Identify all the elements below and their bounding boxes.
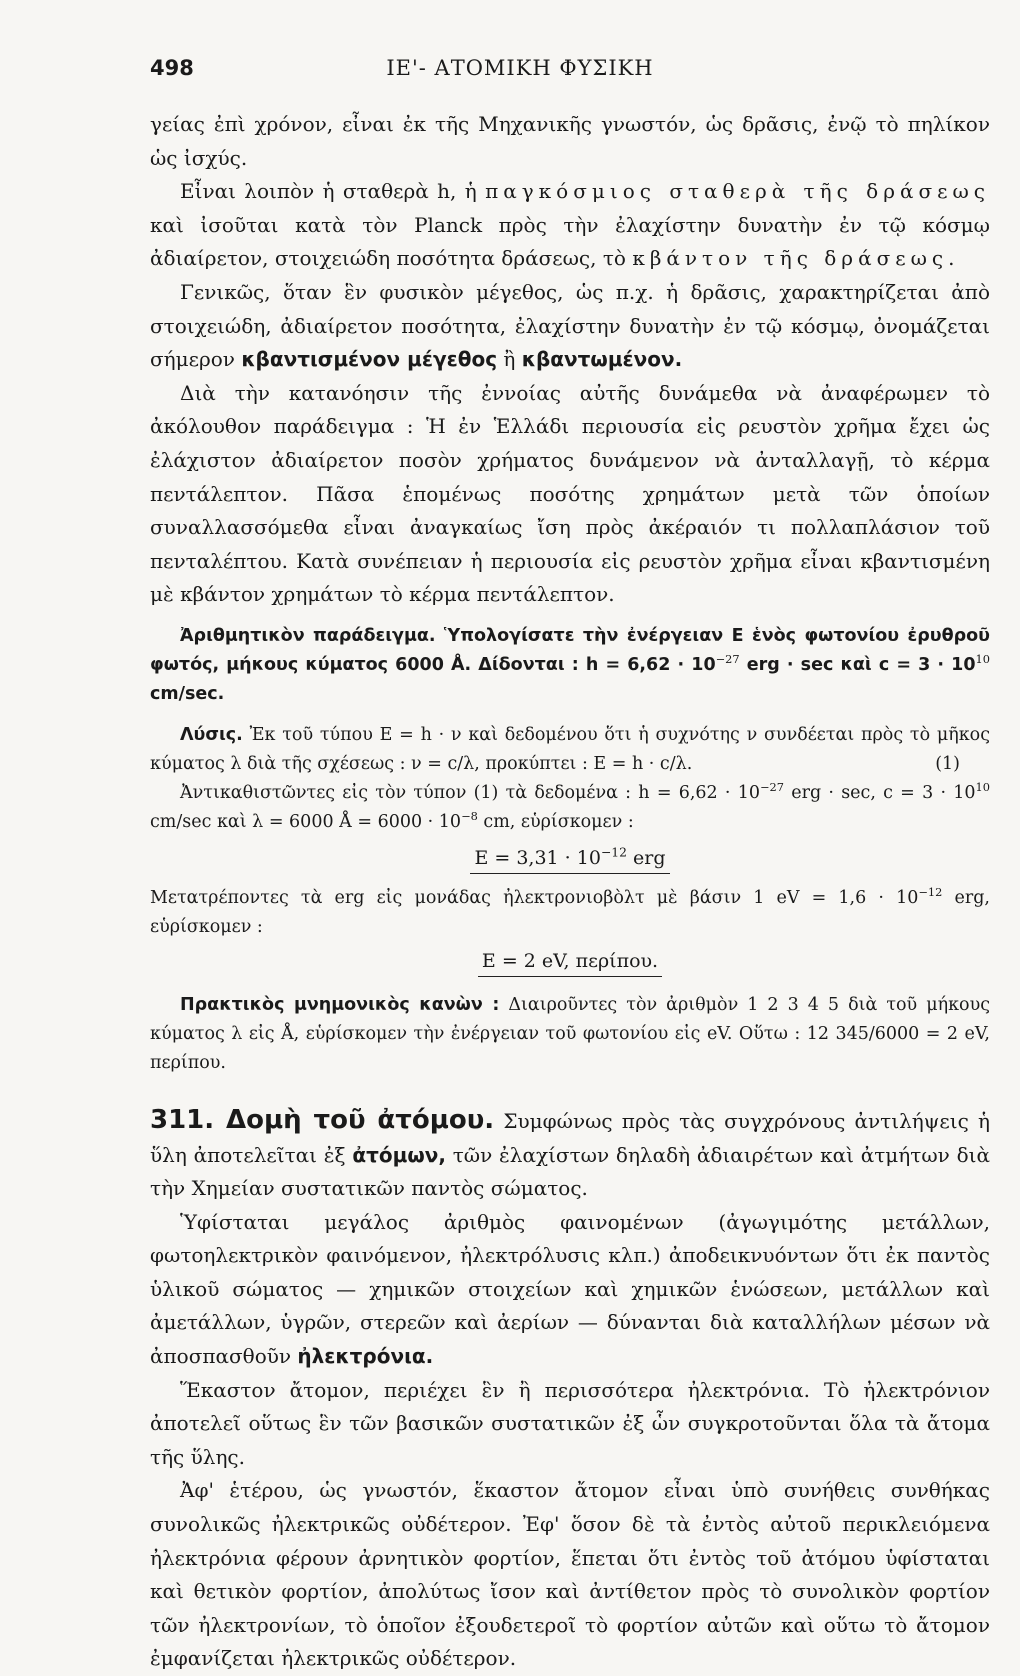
paragraph-6: Ἕκαστον ἄτομον, περιέχει ἓν ἢ περισσότερα ἠλεκτρόνια. Τὸ ἠλεκτρόνιον ἀποτελεῖ οὕτως ἓν τῶν βασικῶν συστατικῶν ἐξ ὧν συγκροτοῦνται ὅλα τὰ ἄτομα τῆς ὕλης. (150, 1377, 990, 1469)
paragraph-2-text-c: καὶ ἰσοῦται κατὰ τὸν Planck πρὸς τὴν ἐλαχίστην δυνατὴν ἐν τῷ κόσμῳ ἀδιαίρετον, στοιχειώδη ποσότητα δράσεως, τὸ (150, 212, 990, 271)
section-number: 311. (150, 1104, 215, 1135)
numerical-example (150, 622, 990, 709)
mnemonic-heading: Πρακτικὸς μνημονικὸς κανὼν : (180, 994, 500, 1015)
paragraph-3 (150, 276, 990, 377)
paragraph-2-text-a: Εἶναι λοιπὸν ἡ σταθερὰ h, ἡ (180, 179, 486, 204)
solution (150, 721, 990, 779)
example-heading: Ἀριθμητικὸν παράδειγμα. (180, 625, 436, 646)
example-text-2: erg · sec καὶ c = 3 · 10 (739, 654, 976, 675)
paragraph-3-text-c: ἢ (497, 347, 522, 372)
substitution (150, 779, 990, 837)
paragraph-3-text-a: Γενικῶς, ὅταν ἓν φυσικὸν μέγεθος, ὡς π.χ. ἡ δρᾶσις, χαρακτηρίζεται ἀπὸ στοιχειώδη, ἀδιαίρετον ποσότητα, ἐλαχίστην δυνατὴν ἐν τῷ κόσμῳ, ὀνομάζεται σήμερον (150, 279, 990, 372)
section-311 (150, 1104, 990, 1206)
equation-1-exponent: −12 (600, 845, 627, 860)
quantum-of-action-term: κβάντον τῆς δράσεως (632, 246, 949, 271)
conversion-exponent: −12 (918, 885, 943, 900)
equation-energy-ev-box: E = 2 eV, περίπου. (478, 948, 662, 977)
substitution-exponent-2: 10 (975, 780, 990, 795)
paragraph-4: Διὰ τὴν κατανόησιν τῆς ἐννοίας αὐτῆς δυνάμεθα νὰ ἀναφέρωμεν τὸ ἀκόλουθον παράδειγμα : Ἡ ἐν Ἑλλάδι περιουσία εἰς ρευστὸν χρῆμα ἔχει ὡς ἐλάχιστον ἀδιαίρετον ποσὸν χρήματος δυνάμενον νὰ ἀνταλλαγῇ, τὸ κέρμα πεντάλεπτον. Πᾶσα ἑπομένως ποσότης χρημάτων μετὰ τῶν ὁποίων συναλλασσόμεθα εἶναι ἀναγκαίως ἴση πρὸς ἀκέραιόν τι πολλαπλάσιον τοῦ πενταλέπτου. Κατὰ συνέπειαν ἡ περιουσία εἰς ρευστὸν χρῆμα εἶναι κβαντισμένη μὲ κβάντον χρημάτων τὸ κέρμα πεντάλεπτον. (150, 380, 990, 607)
example-text: Ὑπολογίσατε τὴν ἐνέργειαν E ἑνὸς φωτονίου ἐρυθροῦ φωτός, μήκους κύματος 6000 Å. Δίδονται : h = 6,62 · 10 (150, 625, 991, 675)
mnemonic-text: Διαιροῦντες τὸν ἀριθμὸν 1 2 3 4 5 διὰ τοῦ μήκους κύματος λ εἰς Å, εὑρίσκομεν τὴν ἐνέργειαν τοῦ φωτονίου εἰς eV. Οὕτω : 12 345/6000 = 2 eV, περίπου. (150, 994, 991, 1073)
atoms-term: ἀτόμων, (352, 1142, 446, 1167)
solution-text: Ἐκ τοῦ τύπου E = h · ν καὶ δεδομένου ὅτι ἡ συχνότης ν συνδέεται πρὸς τὸ μῆκος κύματος λ διὰ τῆς σχέσεως : ν = c/λ, προκύπτει : E = h · c/λ. (150, 724, 990, 774)
substitution-exponent-1: −27 (760, 780, 784, 795)
equation-energy-ev (150, 948, 990, 977)
substitution-exponent-3: −8 (461, 809, 478, 824)
page-number: 498 (150, 56, 194, 80)
substitution-text-d: cm, εὑρίσκομεν : (477, 811, 634, 832)
example-exponent-2: 10 (975, 652, 990, 667)
section-text-a: Συμφώνως πρὸς τὰς συγχρόνους ἀντιλήψεις ἡ ὕλη ἀποτελεῖται ἐξ (150, 1108, 990, 1167)
equation-energy-erg-box (470, 845, 669, 874)
section-text-c: τῶν ἐλαχίστων δηλαδὴ ἀδιαιρέτων καὶ ἀτμήτων διὰ τὴν Χημείαν συστατικῶν παντὸς σώματος. (150, 1142, 991, 1201)
example-text-3: cm/sec. (150, 683, 225, 704)
equation-1-text-b: erg (627, 846, 666, 869)
conversion (150, 884, 990, 942)
substitution-text-b: erg · sec, c = 3 · 10 (783, 782, 976, 803)
substitution-text-a: Ἀντικαθιστῶντες εἰς τὸν τύπον (1) τὰ δεδομένα : h = 6,62 · 10 (180, 782, 760, 803)
paragraph-7: Ἀφ' ἑτέρου, ὡς γνωστόν, ἕκαστον ἄτομον εἶναι ὑπὸ συνήθεις συνθήκας συνολικῶς ἠλεκτρικῶς οὐδέτερον. Ἐφ' ὅσον δὲ τὰ ἐντὸς αὐτοῦ περικλειόμενα ἠλεκτρόνια φέρουν ἀρνητικὸν φορτίον, ἕπεται ὅτι ἐντὸς τοῦ ἀτόμου ὑφίσταται καὶ θετικὸν φορτίον, ἀπολύτως ἴσον καὶ ἀντίθετον πρὸς τὸ συνολικὸν φορτίον τῶν ἠλεκτρονίων, τὸ ὁποῖον ἐξουδετεροῖ τὸ φορτίον αὐτῶν καὶ οὕτω τὸ ἄτομον ἐμφανίζεται ἠλεκτρικῶς οὐδέτερον. (150, 1478, 990, 1671)
substitution-text-c: cm/sec καὶ λ = 6000 Å = 6000 · 10 (150, 811, 462, 832)
paragraph-2-text-e: . (948, 246, 955, 271)
paragraph-1: γείας ἐπὶ χρόνον, εἶναι ἐκ τῆς Μηχανικῆς γνωστόν, ὡς δρᾶσις, ἐνῷ τὸ πηλίκον ὡς ἰσχύς. (150, 112, 990, 170)
paragraph-5 (150, 1206, 990, 1374)
paragraph-5-text-a: Ὑφίσταται μεγάλος ἀριθμὸς φαινομένων (ἀγωγιμότης μετάλλων, φωτοηλεκτρικὸν φαινόμενον, ἠλεκτρόλυσις κλπ.) ἀποδεικνυόντων ὅτι ἐκ παντὸς ὑλικοῦ σώματος — χημικῶν στοιχείων καὶ χημικῶν ἑνώσεων, μετάλλων καὶ ἀμετάλλων, ὑγρῶν, στερεῶν καὶ ἀερίων — δύνανται διὰ καταλλήλων μέσων νὰ ἀποσπασθοῦν (150, 1209, 990, 1369)
equation-number: (1) (935, 753, 960, 774)
solution-heading: Λύσις. (180, 724, 243, 745)
page-body (150, 108, 990, 1676)
page-header (150, 56, 890, 86)
paragraph-2 (150, 175, 990, 276)
mnemonic-rule (150, 991, 990, 1078)
conversion-text-a: Μετατρέποντες τὰ erg εἰς μονάδας ἠλεκτρονιοβὸλτ μὲ βάσιν 1 eV = 1,6 · 10 (150, 887, 919, 908)
conversion-text-b: erg, εὑρίσκομεν : (150, 887, 990, 937)
quantized-magnitude-term: κβαντισμένον μέγεθος (241, 347, 498, 372)
running-title: ΙΕ'- ΑΤΟΜΙΚΗ ΦΥΣΙΚΗ (386, 56, 654, 80)
equation-energy-erg (150, 845, 990, 874)
equation-1-text-a: E = 3,31 · 10 (474, 846, 601, 869)
example-exponent-1: −27 (715, 652, 740, 667)
quantified-term: κβαντωμένον. (521, 347, 683, 372)
universal-constant-term: παγκόσμιος σταθερὰ τῆς δράσεως (485, 179, 990, 204)
electrons-term: ἠλεκτρόνια. (297, 1344, 434, 1369)
section-title: Δομὴ τοῦ ἀτόμου. (214, 1104, 495, 1135)
